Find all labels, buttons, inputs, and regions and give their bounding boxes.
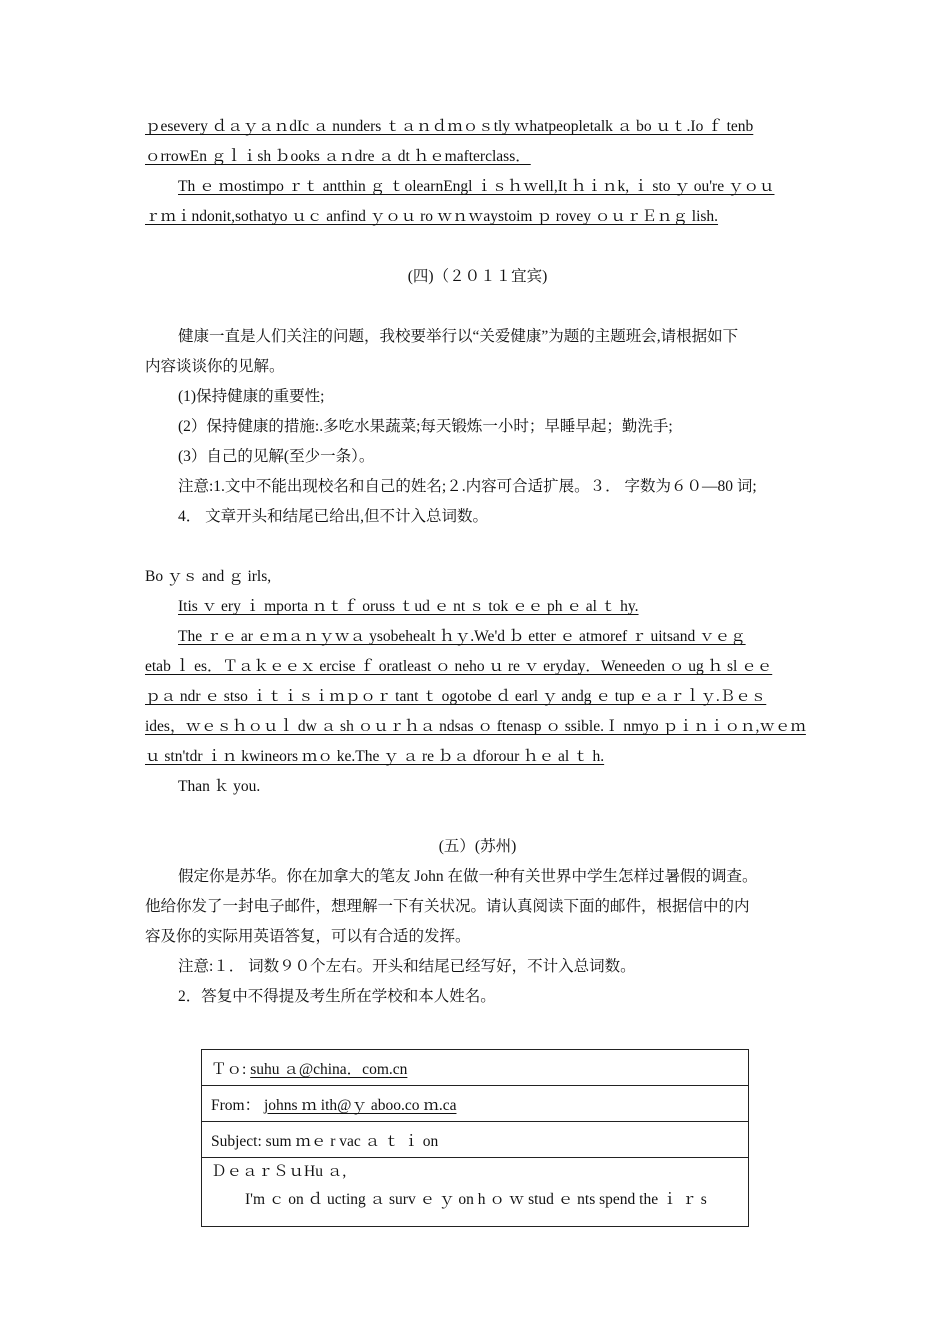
section5-note-1: 注意:１． 词数９０个左右。开头和结尾已经写好，不计入总词数。	[178, 958, 636, 975]
section4-item-2: (2）保持健康的措施:.多吃水果蔬菜;每天锻炼一小时；早睡早起；勤洗手;	[178, 418, 673, 435]
section5-heading: (五）(苏州)	[438, 838, 517, 855]
passage3-line-3: Th ｅ ｍostimpo ｒｔ antthin ｇ ｔolearnEngl ｉｓｈｗell,It ｈｉｎk, ｉ sto ｙ ou're ｙｏｕ	[178, 178, 775, 195]
email-from-address[interactable]: johns ｍ ith@ｙ aboo.co ｍ.ca	[263, 1096, 457, 1114]
email-body-row	[202, 1158, 749, 1227]
section4-heading: (四)（２０１１宜宾)	[407, 268, 548, 285]
email-to-label: Ｔｏ:	[211, 1060, 251, 1078]
section4-answer-4: ｐａ ndr ｅ stso ｉｔｉｓｉｍｐｏｒ tant ｔ ogotobe ｄ earl ｙ andg ｅ tup ｅａｒｌｙ.Ｂｅｓ	[145, 688, 767, 705]
passage3-line-1: ｐesevery ｄａｙａｎdIc ａ nunders ｔａｎｄｍｏｓtly ｗhatpeopletalk ａ bo ｕｔ.Io ｆ tenb	[145, 118, 754, 135]
email-from-label: From：	[211, 1096, 264, 1114]
section4-greeting: Bo ｙｓ and ｇ irls,	[145, 568, 272, 585]
section5-note-2: 2．答复中不得提及考生所在学校和本人姓名。	[178, 988, 496, 1005]
document-body	[145, 112, 810, 1012]
section4-answer-1: Itis ｖ ery ｉ mporta ｎｔｆ oruss ｔud ｅ nt ｓ tok ｅｅ ph ｅ al ｔ hy.	[178, 598, 639, 615]
passage3-line-4: ｒｍｉndonit,sothatyo ｕｃ anfind ｙｏｕ ro ｗｎｗaystoim ｐ rovey ｏｕｒＥｎｇ lish.	[145, 208, 719, 225]
email-table	[201, 1049, 749, 1227]
email-subject: Subject: sum ｍｅ r vac ａ ｔ ｉ on	[202, 1122, 749, 1158]
email-from-row	[202, 1086, 749, 1122]
email-to-address[interactable]: suhu ａ@china．com.cn	[250, 1060, 408, 1078]
section5-prompt-1: 假定你是苏华。你在加拿大的笔友 John 在做一种有关世界中学生怎样过暑假的调查。	[178, 868, 758, 885]
section5-prompt-2: 他给你发了一封电子邮件，想理解一下有关状况。请认真阅读下面的邮件，根据信中的内	[145, 898, 750, 915]
section4-note-2: 4． 文章开头和结尾已给出,但不计入总词数。	[178, 508, 489, 525]
section4-answer-3: etab ｌ es．Ｔａｋｅｅｘ ercise ｆ oratleast ｏ neho ｕ re ｖ eryday．Weneeden ｏ ug ｈ sl ｅｅ	[145, 658, 773, 675]
section4-prompt-2: 内容谈谈你的见解。	[145, 358, 285, 375]
section4-note-1: 注意:1.文中不能出现校名和自己的姓名;２.内容可合适扩展。３． 字数为６０—80 词;	[178, 478, 757, 495]
section4-answer-6: ｕ stn'tdr ｉｎ kwineors ｍｏ ke.The ｙ ａ re ｂａ dforour ｈｅ al ｔ h.	[145, 748, 605, 765]
section4-answer-2: The ｒｅ ar ｅｍａｎｙｗａ ysobehealt ｈｙ.We'd ｂ etter ｅ atmoref ｒ uitsand ｖｅｇ	[178, 628, 746, 645]
section4-item-1: (1)保持健康的重要性;	[178, 388, 325, 405]
email-to-row	[202, 1050, 749, 1086]
section4-item-3: (3）自己的见解(至少一条）。	[178, 448, 375, 465]
passage3-line-2: ｏrrowEn ｇｌｉsh ｂooks ａｎdre ａ dt ｈｅmafterclass．	[145, 148, 531, 165]
section4-prompt-1: 健康一直是人们关注的问题，我校要举行以“关爱健康”为题的主题班会,请根据如下	[178, 328, 739, 345]
section5-prompt-3: 容及你的实际用英语答复，可以有合适的发挥。	[145, 928, 471, 945]
email-subject-row	[202, 1122, 749, 1158]
section4-closing: Than ｋ you.	[178, 778, 261, 795]
email-body-line-1: I'm ｃ on ｄ ucting ａ surv ｅ ｙ on h ｏ ｗ stud ｅ nts spend the ｉ ｒ s	[245, 1191, 707, 1208]
email-salutation: ＤｅａｒＳｕHu ａ,	[211, 1163, 347, 1180]
section4-answer-5: ides，ｗｅｓｈｏｕｌ dw ａ sh ｏｕｒｈａ ndsas ｏ ftenasp ｏ ssible.Ｉ nmyo ｐｉｎｉｏｎ,ｗｅｍ	[145, 718, 806, 735]
